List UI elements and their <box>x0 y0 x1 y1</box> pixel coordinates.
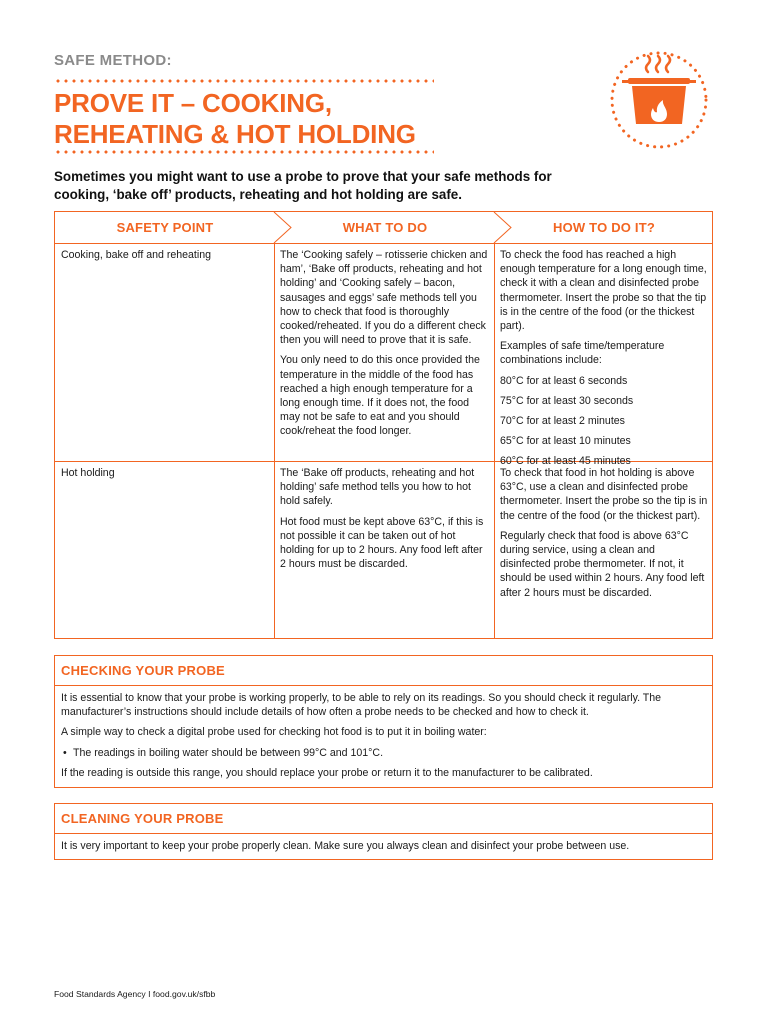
header-how-to-do-it: HOW TO DO IT? <box>552 220 656 235</box>
paragraph: Examples of safe time/temperature combinations include: <box>500 340 665 367</box>
temperature-combination: 75°C for at least 30 seconds <box>500 394 634 407</box>
paragraph: The ‘Bake off products, reheating and hot holding’ safe method tells you how to hot hold safely. <box>280 467 475 508</box>
cleaning-probe-body <box>55 834 712 853</box>
safe-method-table <box>54 211 713 639</box>
cleaning-probe-title: CLEANING YOUR PROBE <box>55 804 712 834</box>
paragraph: Regularly check that food is above 63°C during service, using a clean and disinfected probe thermometer. If not, it should be used within 2 hours. Any food left after 2 hours must be discarded. <box>500 529 705 599</box>
column-divider <box>494 243 495 638</box>
row2-how-to-do-it <box>500 466 708 606</box>
section-kicker: SAFE METHOD: <box>54 52 172 69</box>
footer-credit: Food Standards Agency I food.gov.uk/sfbb <box>54 989 216 999</box>
temperature-combination: 60°C for at least 45 minutes <box>500 455 631 468</box>
paragraph: A simple way to check a digital probe used for checking hot food is to put it in boiling water: <box>61 726 487 739</box>
cleaning-probe-box <box>54 803 713 860</box>
checking-probe-box <box>54 655 713 788</box>
temperature-combination: 65°C for at least 10 minutes <box>500 435 631 448</box>
title-line-2: REHEATING & HOT HOLDING <box>54 119 416 149</box>
dotted-divider-top <box>54 79 434 83</box>
column-divider <box>274 243 275 638</box>
table-header <box>55 212 712 244</box>
temperature-combination: 80°C for at least 6 seconds <box>500 374 628 387</box>
row1-how-to-do-it <box>500 248 708 475</box>
header-safety-point: SAFETY POINT <box>116 220 214 235</box>
row2-what-to-do <box>280 466 490 577</box>
paragraph: If the reading is outside this range, you should replace your probe or return it to the manufacturer to be calibrated. <box>61 766 593 779</box>
checking-probe-title: CHECKING YOUR PROBE <box>55 656 712 686</box>
intro-text: Sometimes you might want to use a probe to prove that your safe methods for cooking, ‘bake off’ products, reheating and hot holding are safe. <box>54 169 552 202</box>
dotted-divider-bottom <box>54 150 434 154</box>
paragraph: Hot food must be kept above 63°C, if this is not possible it can be taken out of hot holding for up to 2 hours. Any food left after 2 hours must be discarded. <box>280 515 484 571</box>
row2-safety-point: Hot holding <box>61 467 115 479</box>
paragraph: To check the food has reached a high enough temperature for a long enough time, check it with a clean and disinfected probe thermometer. Insert the probe so that the tip is in the centre of the food (or the thickest part). <box>500 249 707 333</box>
title-line-1: PROVE IT – COOKING, <box>54 88 332 118</box>
paragraph: It is essential to know that your probe is working properly, to be able to rely on its readings. So you should check it regularly. The manufacturer’s instructions should include details of how often a probe needs to be checked and how to check it. <box>61 692 662 719</box>
row1-safety-point: Cooking, bake off and reheating <box>61 249 211 261</box>
cooking-pot-icon <box>604 50 714 150</box>
paragraph: You only need to do this once provided the temperature in the middle of the food has reached a high enough temperature for a long enough time. If it does not, the food may not be safe to eat and you should cook/reheat the food longer. <box>280 354 480 438</box>
checking-probe-body <box>55 686 712 780</box>
temperature-combination: 70°C for at least 2 minutes <box>500 415 625 428</box>
bullet-list <box>61 746 706 760</box>
paragraph: It is very important to keep your probe properly clean. Make sure you always clean and disinfect your probe between use. <box>61 840 630 852</box>
paragraph: To check that food in hot holding is above 63°C, use a clean and disinfected probe thermometer. Insert the probe so the tip is in the centre of the food (or the thickest part). <box>500 467 708 522</box>
header-what-to-do: WHAT TO DO <box>342 220 428 235</box>
row1-what-to-do <box>280 248 490 445</box>
paragraph: The ‘Cooking safely – rotisserie chicken and ham’, ‘Bake off products, reheating and hot holding’ and ‘Cooking safely – bacon, sausages and eggs’ safe methods tell you how to check that food is thoroughly cooked/reheated. If you do a different check then you will need to prove that it is safe. <box>280 249 488 347</box>
list-item: • The readings in boiling water should be between 99°C and 101°C. <box>73 746 706 760</box>
page-title <box>54 88 416 150</box>
